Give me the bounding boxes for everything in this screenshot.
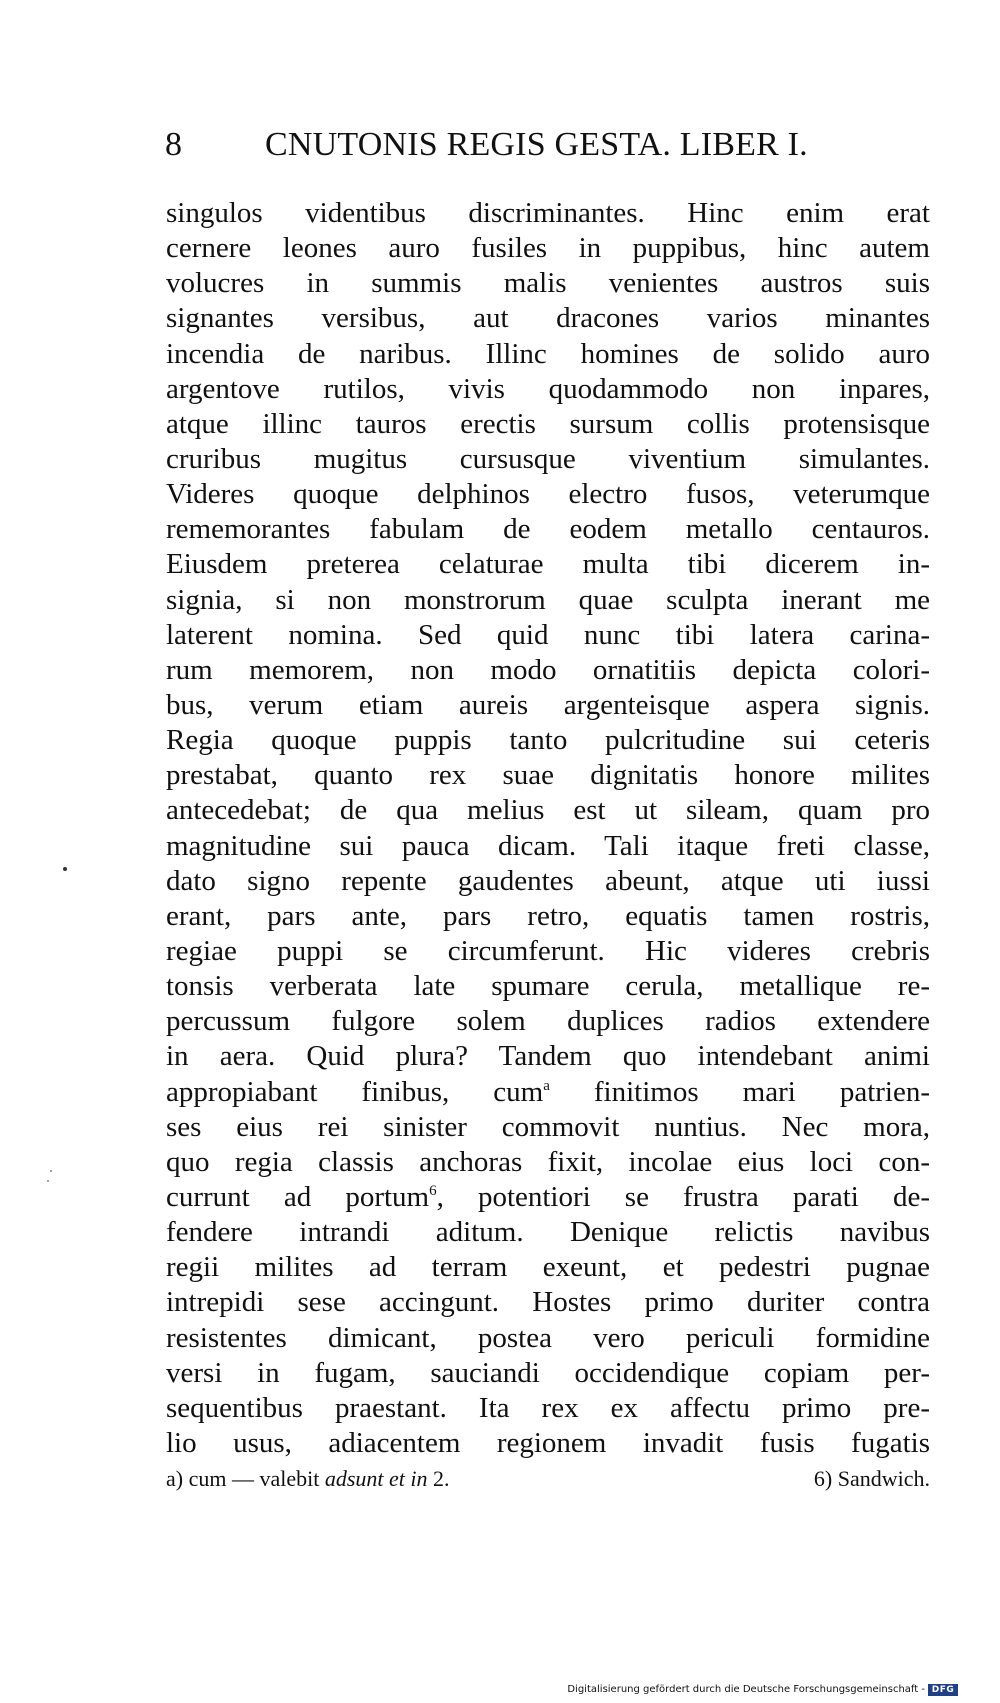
text-line: Eiusdem preterea celaturae multa tibi dicerem in-: [166, 548, 930, 581]
text-line: erant, pars ante, pars retro, equatis tamen rostris,: [166, 899, 930, 932]
text-line: incendia de naribus. Illinc homines de solido auro: [166, 337, 930, 370]
footnotes: [166, 1464, 930, 1494]
text-line: in aera. Quid plura? Tandem quo intendebant animi: [166, 1040, 930, 1073]
footnote-marker-6: 6: [429, 1182, 437, 1199]
text-segment: currunt ad portum: [166, 1180, 430, 1213]
text-line: regiae puppi se circumferunt. Hic videres crebris: [166, 934, 930, 967]
digitization-credit: [567, 1683, 958, 1697]
text-line: laterent nomina. Sed quid nunc tibi latera carina-: [166, 618, 930, 651]
scan-speck: [63, 867, 67, 871]
text-line: versi in fugam, sauciandi occidendique copiam per-: [166, 1356, 930, 1389]
text-line: lio usus, adiacentem regionem invadit fusis fugatis: [166, 1426, 930, 1459]
text-line: magnitudine sui pauca dicam. Tali itaque freti classe,: [166, 829, 930, 862]
text-line: tonsis verberata late spumare cerula, metallique re-: [166, 970, 930, 1003]
text-segment: finitimos mari patrien-: [549, 1075, 930, 1108]
text-segment: , potentiori se frustra parati de-: [436, 1180, 930, 1213]
footnote-a-text: a) cum — valebit: [166, 1466, 325, 1491]
text-line: signantes versibus, aut dracones varios minantes: [166, 302, 930, 335]
text-line: [166, 1075, 930, 1110]
credit-text: Digitalisierung gefördert durch die Deutsche Forschungsgemeinschaft -: [567, 1684, 925, 1695]
text-line: bus, verum etiam aureis argenteisque aspera signis.: [166, 688, 930, 721]
footnote-a-suffix: 2.: [427, 1466, 450, 1491]
text-line: intrepidi sese accingunt. Hostes primo duriter contra: [166, 1286, 930, 1319]
text-line: regii milites ad terram exeunt, et pedestri pugnae: [166, 1251, 930, 1284]
text-line: quo regia classis anchoras fixit, incolae eius loci con-: [166, 1145, 930, 1178]
text-line: Regia quoque puppis tanto pulcritudine sui ceteris: [166, 724, 930, 757]
footnote-marker-a: a: [543, 1077, 550, 1094]
text-line: dato signo repente gaudentes abeunt, atque uti iussi: [166, 864, 930, 897]
text-line: volucres in summis malis venientes austros suis: [166, 267, 930, 300]
page-header: [165, 122, 845, 168]
text-line: atque illinc tauros erectis sursum collis protensisque: [166, 407, 930, 440]
text-line: percussum fulgore solem duplices radios extendere: [166, 1005, 930, 1038]
text-line: antecedebat; de qua melius est ut sileam, quam pro: [166, 794, 930, 827]
text-line: sequentibus praestant. Ita rex ex affectu primo pre-: [166, 1391, 930, 1424]
text-line: rum memorem, non modo ornatitiis depicta colori-: [166, 653, 930, 686]
text-line: cruribus mugitus cursusque viventium simulantes.: [166, 442, 930, 475]
text-line: [166, 1180, 930, 1215]
text-line: singulos videntibus discriminantes. Hinc enim erat: [166, 197, 930, 229]
text-line: prestabat, quanto rex suae dignitatis honore milites: [166, 759, 930, 792]
text-line: rememorantes fabulam de eodem metallo centauros.: [166, 513, 930, 546]
text-segment: appropiabant finibus, cum: [166, 1075, 544, 1108]
footnote-a: [166, 1464, 450, 1494]
footnote-6: 6) Sandwich.: [813, 1466, 930, 1491]
text-line: Videres quoque delphinos electro fusos, veterumque: [166, 478, 930, 511]
text-line: fendere intrandi aditum. Denique relictis navibus: [166, 1216, 930, 1249]
footnote-a-italic: adsunt et in: [324, 1466, 428, 1491]
dfg-logo: DFG: [928, 1684, 958, 1696]
page-number: 8: [165, 126, 182, 163]
scan-speck: [47, 1180, 49, 1182]
running-title: CNUTONIS REGIS GESTA. LIBER I.: [265, 126, 808, 163]
text-line: resistentes dimicant, postea vero periculi formidine: [166, 1321, 930, 1354]
scan-speck: [50, 1170, 52, 1172]
text-line: ses eius rei sinister commovit nuntius. Nec mora,: [166, 1110, 930, 1143]
text-line: cernere leones auro fusiles in puppibus, hinc autem: [166, 232, 930, 265]
body-text: [166, 196, 930, 1461]
text-line: signia, si non monstrorum quae sculpta inerant me: [166, 583, 930, 616]
text-line: argentove rutilos, vivis quodammodo non inpares,: [166, 372, 930, 405]
